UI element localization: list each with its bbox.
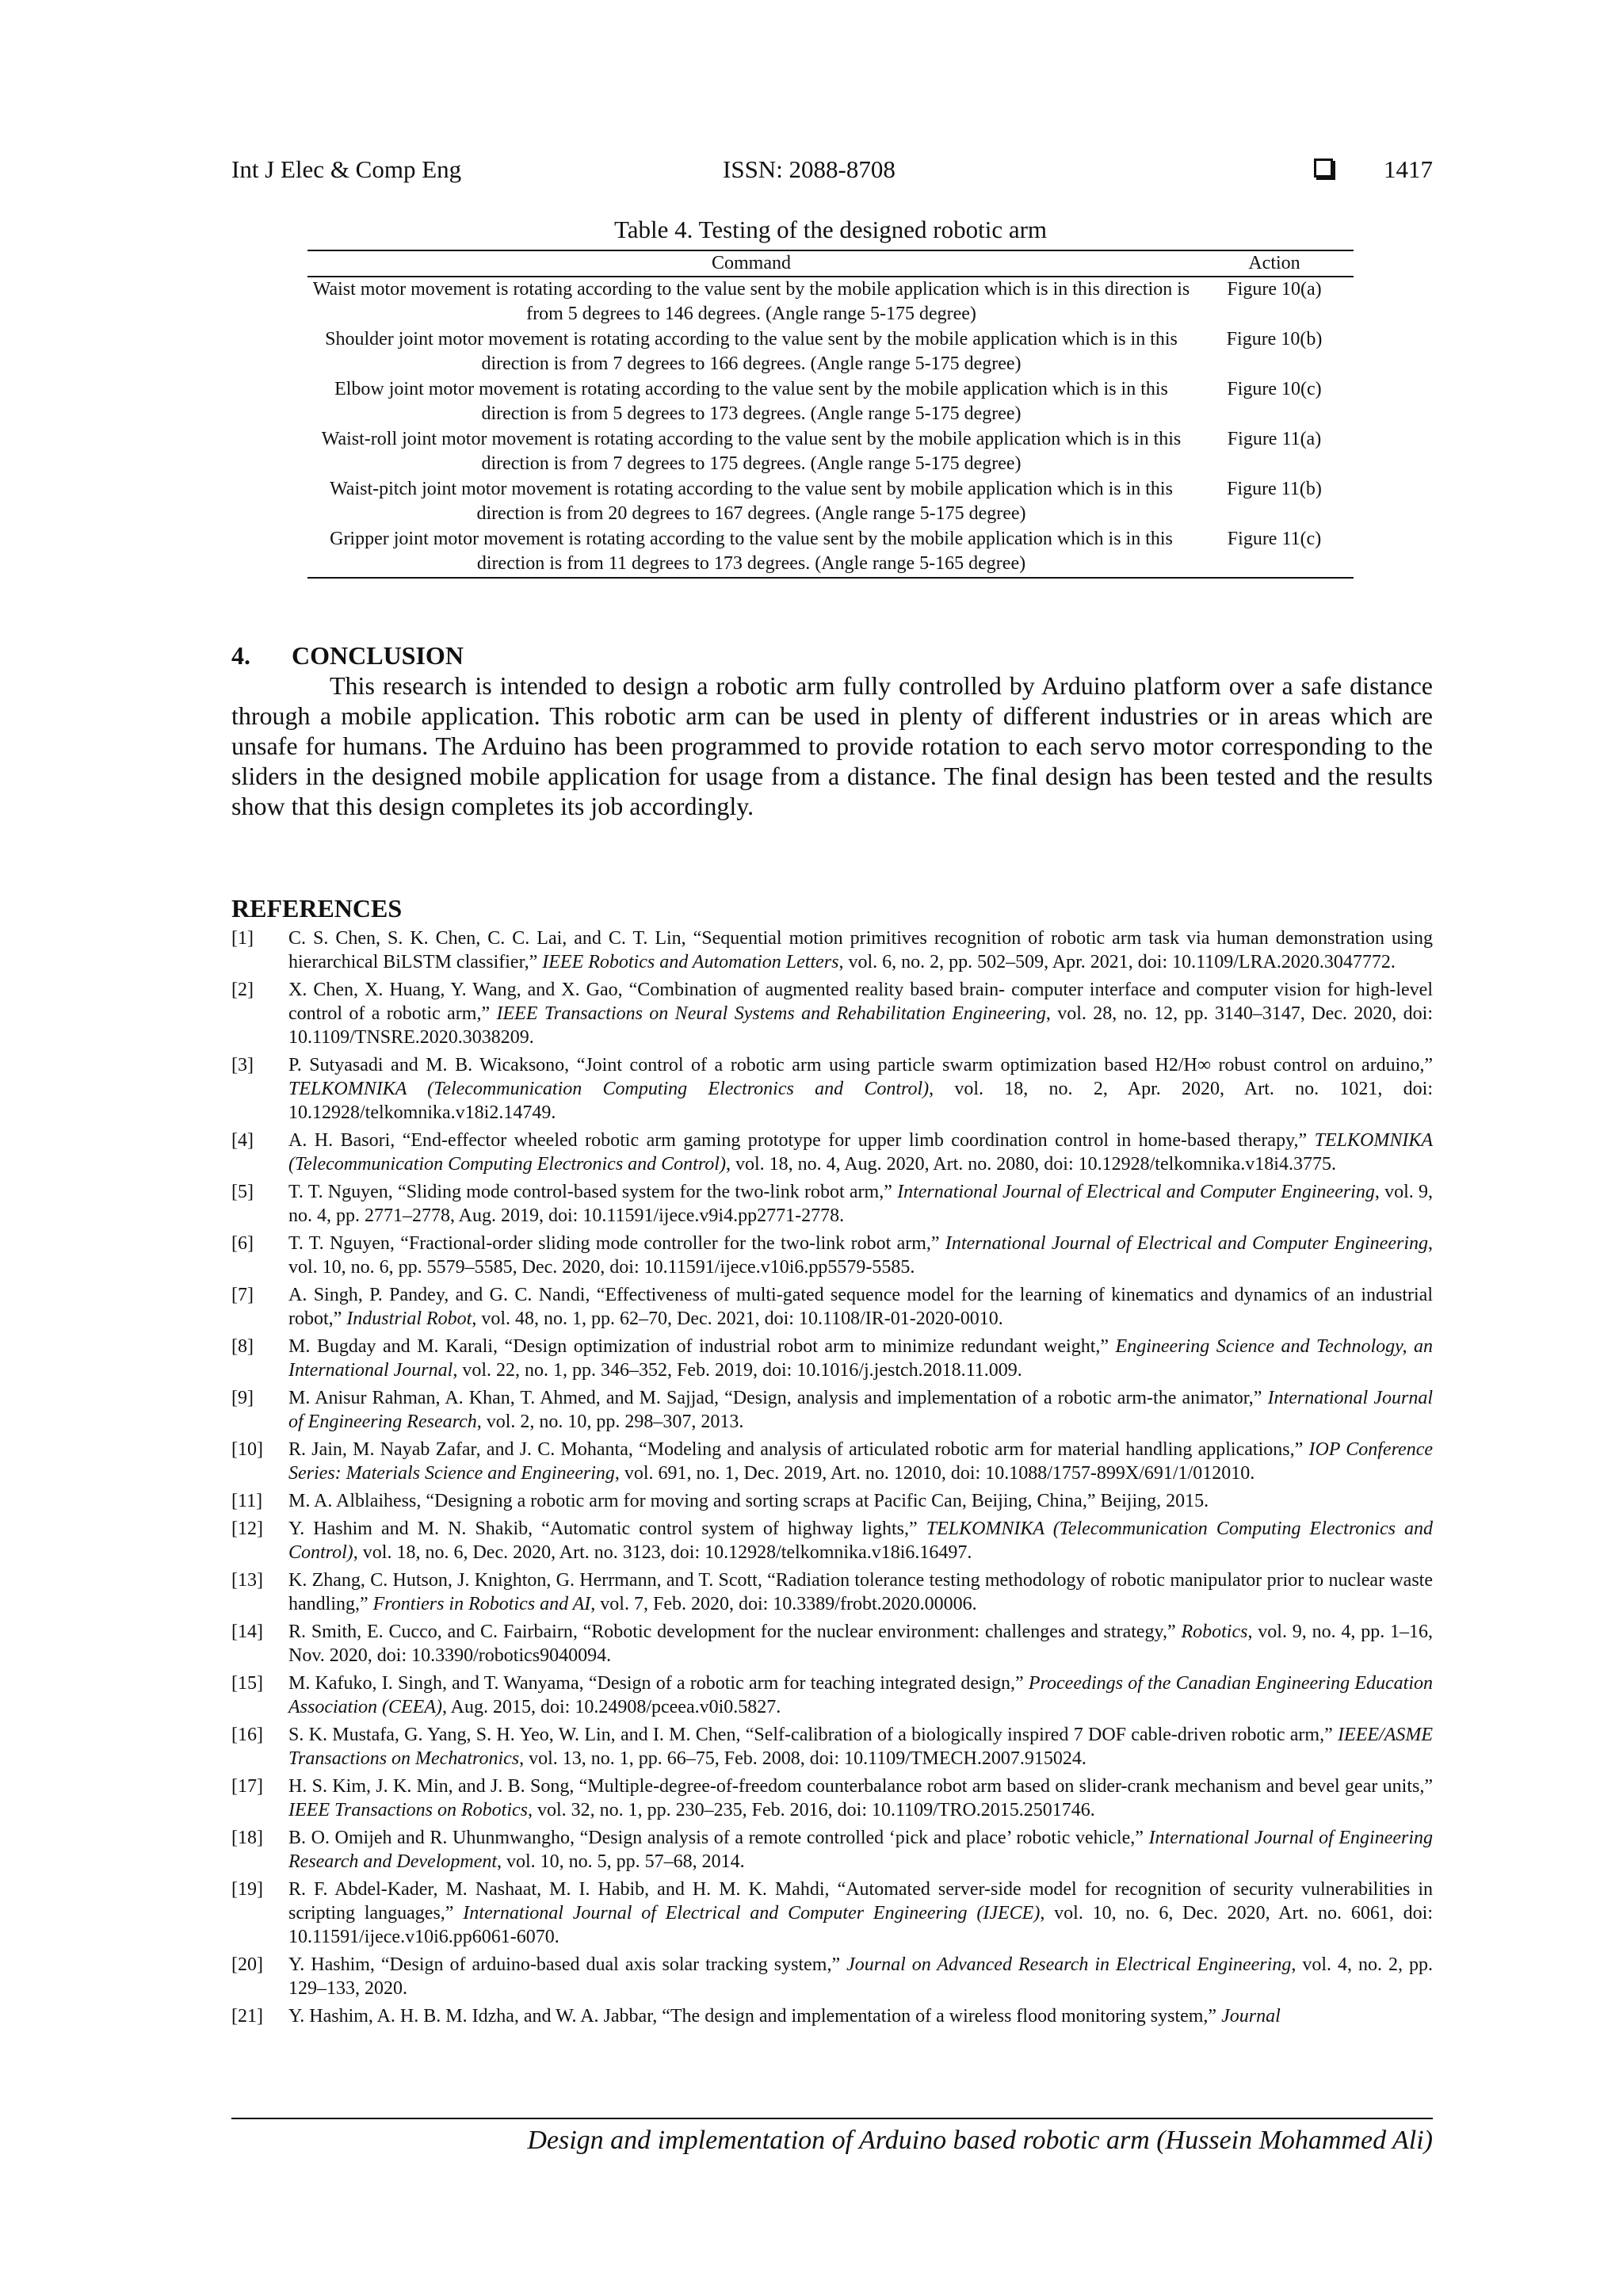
command-cell: Waist-pitch joint motor movement is rotating according to the value sent by mobile application which is in this direction is from 20 degrees to 167 degrees. (Angle range 5-175 degree) (330, 479, 1173, 524)
reference-number: [8] (231, 1336, 254, 1357)
reference-text (288, 2004, 1433, 2028)
reference-details: , vol. 6, no. 2, pp. 502–509, Apr. 2021, doi: 10.1109/LRA.2020.3047772. (838, 952, 1396, 972)
reference-text (288, 1568, 1433, 1616)
reference-venue: International Journal of Electrical and Computer Engineering (IJECE) (463, 1903, 1041, 1924)
reference-details: , vol. 10, no. 5, pp. 57–68, 2014. (497, 1851, 745, 1872)
reference-number: [17] (231, 1776, 263, 1797)
reference-number: [7] (231, 1285, 254, 1305)
column-header-action: Action (1195, 250, 1354, 277)
reference-details: , vol. 18, no. 6, Dec. 2020, Art. no. 3123, doi: 10.12928/telkomnika.v18i6.16497. (353, 1542, 972, 1563)
command-cell: Shoulder joint motor movement is rotating according to the value sent by the mobile application which is in this direction is from 7 degrees to 166 degrees. (Angle range 5-175 degree) (325, 329, 1178, 374)
reference-item (231, 978, 1433, 1049)
reference-text (288, 978, 1433, 1049)
reference-text (288, 1386, 1433, 1434)
reference-number: [15] (231, 1673, 263, 1694)
table-caption: Table 4. Testing of the designed robotic arm (613, 216, 1048, 243)
reference-number: [6] (231, 1233, 254, 1254)
reference-citation: M. Bugday and M. Karali, “Design optimization of industrial robot arm to minimize redundant weight,” (288, 1336, 1116, 1357)
reference-item (231, 1620, 1433, 1668)
table-row (307, 377, 1354, 427)
reference-item (231, 1723, 1433, 1771)
section-heading (231, 640, 1433, 670)
reference-details: , vol. 4, no. 2, pp. 129–133, 2020. (288, 1954, 1434, 1999)
reference-text (288, 1053, 1433, 1125)
reference-details: , vol. 10, no. 6, Dec. 2020, Art. no. 6061, doi: 10.11591/ijece.v10i6.pp6061-6070. (288, 1903, 1433, 1947)
square-bullet-icon (1314, 159, 1333, 178)
reference-venue: Engineering Science and Technology, an International Journal (288, 1336, 1433, 1381)
reference-venue: International Journal of Electrical and Computer Engineering (945, 1233, 1428, 1254)
reference-text (288, 1671, 1433, 1719)
reference-item (231, 1335, 1433, 1382)
reference-venue: Journal (1221, 2006, 1281, 2027)
reference-details: , Aug. 2015, doi: 10.24908/pceea.v0i0.5827. (441, 1697, 781, 1717)
references-section (231, 894, 1433, 2032)
reference-citation: Y. Hashim, A. H. B. M. Idzha, and W. A. Jabbar, “The design and implementation of a wireless flood monitoring system,” (288, 2006, 1222, 2027)
reference-number: [21] (231, 2006, 263, 2027)
reference-venue: IEEE Robotics and Automation Letters (542, 952, 839, 972)
page-header (231, 155, 1433, 190)
page-footer: Design and implementation of Arduino based robotic arm (Hussein Mohammed Ali) (527, 2126, 1433, 2155)
reference-venue: IEEE Transactions on Neural Systems and Rehabilitation Engineering (496, 1003, 1046, 1024)
reference-venue: Proceedings of the Canadian Engineering Education Association (CEEA) (288, 1673, 1434, 1717)
reference-text (288, 1878, 1433, 1949)
reference-details: , vol. 13, no. 1, pp. 66–75, Feb. 2008, doi: 10.1109/TMECH.2007.915024. (519, 1748, 1086, 1769)
reference-citation: P. Sutyasadi and M. B. Wicaksono, “Joint control of a robotic arm using particle swarm optimization based H2/H∞ robust control on arduino,” (288, 1055, 1433, 1075)
reference-text (288, 1180, 1433, 1228)
reference-number: [16] (231, 1725, 263, 1745)
reference-item (231, 1180, 1433, 1228)
reference-item (231, 1826, 1433, 1874)
reference-item (231, 1438, 1433, 1485)
table-row (307, 477, 1354, 527)
table-row (307, 277, 1354, 327)
reference-citation: A. H. Basori, “End-effector wheeled robotic arm gaming prototype for upper limb coordination control in home-based therapy,” (288, 1130, 1315, 1151)
reference-venue: TELKOMNIKA (Telecommunication Computing Electronics and Control) (288, 1079, 930, 1099)
reference-details: , vol. 9, no. 4, pp. 2771–2778, Aug. 2019, doi: 10.11591/ijece.v9i4.pp2771-2778. (288, 1182, 1433, 1226)
reference-citation: M. Kafuko, I. Singh, and T. Wanyama, “Design of a robotic arm for teaching integrated design,” (288, 1673, 1029, 1694)
reference-item (231, 1953, 1433, 2000)
action-cell: Figure 10(b) (1226, 329, 1323, 350)
reference-venue: Industrial Robot (346, 1308, 472, 1329)
command-cell: Elbow joint motor movement is rotating according to the value sent by the mobile application which is in this direction is from 5 degrees to 173 degrees. (Angle range 5-175 degree) (334, 379, 1168, 424)
reference-item (231, 1053, 1433, 1125)
reference-citation: M. A. Alblaihess, “Designing a robotic arm for moving and sorting scraps at Pacific Can, Beijing, China,” Beijing, 2015. (288, 1491, 1209, 1511)
command-cell: Gripper joint motor movement is rotating according to the value sent by the mobile application which is in this direction is from 11 degrees to 173 degrees. (Angle range 5-165 degree) (307, 527, 1195, 578)
reference-citation: B. O. Omijeh and R. Uhunmwangho, “Design analysis of a remote controlled ‘pick and place’ robotic vehicle,” (288, 1828, 1149, 1848)
action-cell: Figure 10(a) (1227, 279, 1322, 300)
action-cell: Figure 11(c) (1195, 527, 1354, 578)
reference-venue: IOP Conference Series: Materials Science and Engineering (288, 1439, 1433, 1484)
reference-item (231, 1568, 1433, 1616)
reference-venue: Robotics (1181, 1622, 1248, 1642)
reference-venue: Frontiers in Robotics and AI (372, 1594, 591, 1614)
section-title: CONCLUSION (292, 641, 464, 670)
column-header-command: Command (307, 250, 1195, 277)
reference-text (288, 1489, 1433, 1513)
table-body (307, 277, 1354, 578)
reference-citation: R. Jain, M. Nayab Zafar, and J. C. Mohanta, “Modeling and analysis of articulated robotic arm for material handling applications,” (288, 1439, 1309, 1460)
reference-venue: IEEE Transactions on Robotics (288, 1800, 528, 1820)
reference-citation: R. Smith, E. Cucco, and C. Fairbairn, “Robotic development for the nuclear environment: challenges and strategy,” (288, 1622, 1182, 1642)
reference-details: , vol. 28, no. 12, pp. 3140–3147, Dec. 2020, doi: 10.1109/TNSRE.2020.3038209. (288, 1003, 1433, 1048)
reference-text (288, 1129, 1433, 1176)
reference-text (288, 1953, 1433, 2000)
reference-text (288, 926, 1433, 974)
reference-details: , vol. 18, no. 4, Aug. 2020, Art. no. 2080, doi: 10.12928/telkomnika.v18i4.3775. (725, 1154, 1336, 1175)
reference-item (231, 1671, 1433, 1719)
reference-number: [12] (231, 1519, 263, 1539)
reference-citation: T. T. Nguyen, “Sliding mode control-based system for the two-link robot arm,” (288, 1182, 898, 1202)
reference-citation: Y. Hashim, “Design of arduino-based dual axis solar tracking system,” (288, 1954, 847, 1975)
reference-text (288, 1438, 1433, 1485)
reference-venue: IEEE/ASME Transactions on Mechatronics (288, 1725, 1433, 1769)
reference-item (231, 1386, 1433, 1434)
reference-citation: T. T. Nguyen, “Fractional-order sliding mode controller for the two-link robot arm,” (288, 1233, 945, 1254)
reference-text (288, 1723, 1433, 1771)
reference-item (231, 1129, 1433, 1176)
reference-details: , vol. 48, no. 1, pp. 62–70, Dec. 2021, doi: 10.1108/IR-01-2020-0010. (472, 1308, 1003, 1329)
reference-details: , vol. 9, no. 4, pp. 1–16, Nov. 2020, doi: 10.3390/robotics9040094. (288, 1622, 1434, 1666)
table-row (307, 527, 1354, 578)
command-cell: Waist motor movement is rotating according to the value sent by the mobile application which is in this direction is from 5 degrees to 146 degrees. (Angle range 5-175 degree) (312, 279, 1190, 324)
reference-citation: H. S. Kim, J. K. Min, and J. B. Song, “Multiple-degree-of-freedom counterbalance robot arm based on slider-crank mechanism and bevel gear units,” (288, 1776, 1433, 1797)
reference-citation: S. K. Mustafa, G. Yang, S. H. Yeo, W. Lin, and I. M. Chen, “Self-calibration of a biologically inspired 7 DOF cable-driven robotic arm,” (288, 1725, 1338, 1745)
reference-citation: C. S. Chen, S. K. Chen, C. C. Lai, and C. T. Lin, “Sequential motion primitives recognition of robotic arm task via human demonstration using hierarchical BiLSTM classifier,” (288, 928, 1433, 972)
reference-details: , vol. 10, no. 6, pp. 5579–5585, Dec. 2020, doi: 10.11591/ijece.v10i6.pp5579-5585. (288, 1233, 1433, 1278)
reference-item (231, 1878, 1433, 1949)
reference-number: [14] (231, 1622, 263, 1642)
reference-details: , vol. 32, no. 1, pp. 230–235, Feb. 2016, doi: 10.1109/TRO.2015.2501746. (528, 1800, 1095, 1820)
reference-item (231, 1283, 1433, 1331)
reference-details: , vol. 22, no. 1, pp. 346–352, Feb. 2019, doi: 10.1016/j.jestch.2018.11.009. (453, 1360, 1022, 1381)
reference-number: [19] (231, 1879, 263, 1900)
reference-citation: A. Singh, P. Pandey, and G. C. Nandi, “Effectiveness of multi-gated sequence model for the learning of kinematics and dynamics of an industrial robot,” (288, 1285, 1433, 1329)
reference-venue: International Journal of Engineering Research (288, 1388, 1433, 1432)
reference-text (288, 1335, 1433, 1382)
reference-details: , vol. 691, no. 1, Dec. 2019, Art. no. 12010, doi: 10.1088/1757-899X/691/1/012010. (614, 1463, 1255, 1484)
reference-text (288, 1826, 1433, 1874)
reference-item (231, 1517, 1433, 1564)
reference-details: , vol. 7, Feb. 2020, doi: 10.3389/frobt.2020.00006. (590, 1594, 977, 1614)
table-row (307, 327, 1354, 377)
reference-venue: International Journal of Electrical and Computer Engineering (897, 1182, 1375, 1202)
reference-venue: TELKOMNIKA (Telecommunication Computing Electronics and Control) (288, 1519, 1433, 1563)
reference-citation: M. Anisur Rahman, A. Khan, T. Ahmed, and M. Sajjad, “Design, analysis and implementation of a robotic arm-the animator,” (288, 1388, 1268, 1408)
reference-number: [18] (231, 1828, 263, 1848)
section-number: 4. (231, 641, 250, 670)
reference-details: , vol. 18, no. 2, Apr. 2020, Art. no. 1021, doi: 10.12928/telkomnika.v18i2.14749. (288, 1079, 1433, 1123)
reference-text (288, 1620, 1433, 1668)
reference-item (231, 1489, 1433, 1513)
conclusion-section (231, 640, 1433, 821)
reference-text (288, 1283, 1433, 1331)
reference-text (288, 1232, 1433, 1279)
journal-name: Int J Elec & Comp Eng (231, 155, 462, 183)
action-cell: Figure 10(c) (1227, 379, 1322, 399)
reference-venue: International Journal of Engineering Research and Development (288, 1828, 1434, 1872)
table-row (307, 427, 1354, 477)
reference-citation: X. Chen, X. Huang, Y. Wang, and X. Gao, “Combination of augmented reality based brain- computer interface and computer vision for high-level control of a robotic arm,” (288, 980, 1433, 1024)
command-cell: Waist-roll joint motor movement is rotating according to the value sent by the mobile application which is in this direction is from 7 degrees to 175 degrees. (Angle range 5-175 degree) (321, 429, 1182, 474)
reference-details: , vol. 2, no. 10, pp. 298–307, 2013. (476, 1412, 744, 1432)
reference-number: [5] (231, 1182, 254, 1202)
reference-item (231, 2004, 1433, 2028)
reference-number: [3] (231, 1055, 254, 1075)
conclusion-paragraph: This research is intended to design a robotic arm fully controlled by Arduino platform over a safe distance through a mobile application. This robotic arm can be used in plenty of different industries or in areas which are unsafe for humans. The Arduino has been programmed to provide rotation to each servo motor corresponding to the sliders in the designed mobile application for usage from a distance. The final design has been tested and the results show that this design completes its job accordingly. (231, 671, 1433, 820)
reference-text (288, 1517, 1433, 1564)
reference-number: [4] (231, 1130, 254, 1151)
reference-item (231, 1232, 1433, 1279)
issn: ISSN: 2088-8708 (723, 155, 896, 183)
reference-citation: K. Zhang, C. Hutson, J. Knighton, G. Herrmann, and T. Scott, “Radiation tolerance testing methodology of robotic manipulator prior to nuclear waste handling,” (288, 1570, 1433, 1614)
action-cell: Figure 11(b) (1227, 479, 1322, 499)
reference-citation: R. F. Abdel-Kader, M. Nashaat, M. I. Habib, and H. M. K. Mahdi, “Automated server-side model for recognition of security vulnerabilities in scripting languages,” (288, 1879, 1433, 1924)
reference-item (231, 1775, 1433, 1822)
footer-rule (231, 2118, 1433, 2119)
reference-number: [10] (231, 1439, 263, 1460)
reference-number: [11] (231, 1491, 263, 1511)
results-table (307, 250, 1354, 579)
reference-number: [1] (231, 928, 254, 949)
reference-citation: Y. Hashim and M. N. Shakib, “Automatic control system of highway lights,” (288, 1519, 926, 1539)
reference-item (231, 926, 1433, 974)
references-heading: REFERENCES (231, 894, 403, 923)
reference-number: [13] (231, 1570, 263, 1591)
reference-list (231, 926, 1433, 2028)
reference-number: [9] (231, 1388, 254, 1408)
action-cell: Figure 11(a) (1227, 429, 1322, 449)
reference-number: [2] (231, 980, 254, 1000)
reference-number: [20] (231, 1954, 263, 1975)
reference-venue: Journal on Advanced Research in Electrical Engineering (846, 1954, 1292, 1975)
reference-venue: TELKOMNIKA (Telecommunication Computing Electronics and Control) (288, 1130, 1433, 1175)
page-number: 1417 (1384, 155, 1433, 183)
reference-text (288, 1775, 1433, 1822)
